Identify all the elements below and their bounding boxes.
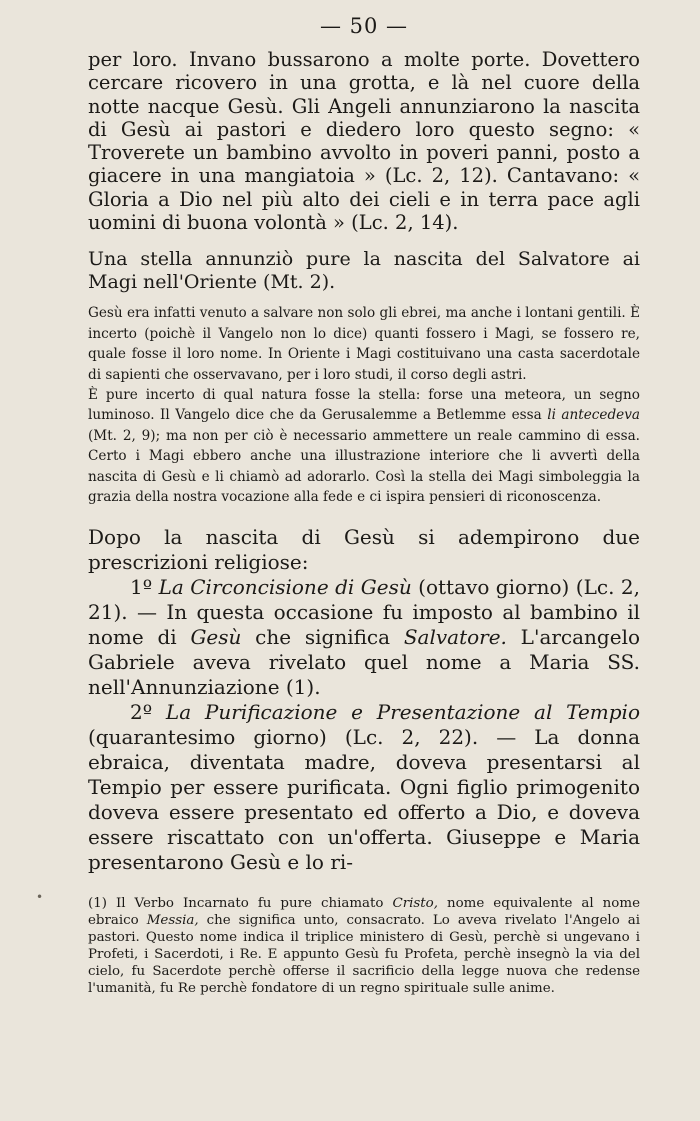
paragraph-star: Una stella annunziò pure la nascita del Salvatore ai Magi nell'Oriente (Mt. 2).	[88, 248, 640, 294]
commentary-star: È pure incerto di qual natura fosse la stella: forse una meteora, un segno luminoso. Il Vangelo dice che da Gerusalemme a Betlemme essa li antecedeva (Mt. 2, 9); ma non per ciò è necessario ammettere un reale cammino di essa. Certo i Magi ebbero anche una illustrazione interiore che li avvertì della nascita di Gesù e li chiamò ad adorarlo. Così la stella dei Magi simboleggia la grazia della nostra vocazione alla fede e ci ispira pensieri di riconoscenza.	[88, 387, 640, 506]
star-heading-block	[88, 248, 640, 294]
paragraph-nativity: per loro. Invano bussarono a molte porte. Dovettero cercare ricovero in una grotta, e là nel cuore della notte nacque Gesù. Gli Angeli annunziarono la nascita di Gesù ai pastori e diedero loro questo segno: « Troverete un bambino avvolto in poveri panni, posto a giacere in una mangiatoia » (Lc. 2, 12). Cantavano: « Gloria a Dio nel più alto dei cieli e in terra pace agli uomini di buona volontà » (Lc. 2, 14).	[88, 48, 640, 235]
main-text-top	[88, 48, 640, 234]
paragraph-prescriptions: Dopo la nascita di Gesù si adempirono due prescrizioni religiose:	[88, 525, 640, 575]
main-text-bottom	[88, 525, 640, 875]
margin-mark: •	[36, 890, 44, 904]
small-print-commentary	[88, 303, 640, 507]
commentary-magi: Gesù era infatti venuto a salvare non solo gli ebrei, ma anche i lontani gentili. È incerto (poichè il Vangelo non lo dice) quanti fossero i Magi, se fossero re, quale fosse il loro nome. In Oriente i Magi costituivano una casta sacerdotale di sapienti che osservavano, per i loro studi, il corso degli astri.	[88, 305, 640, 383]
item-presentation: 2º La Purificazione e Presentazione al Tempio (quarantesimo giorno) (Lc. 2, 22). — La donna ebraica, diventata madre, doveva presentarsi al Tempio per essere purificata. Ogni figlio primogenito doveva essere presentato ed offerto a Dio, e doveva essere riscattato con un'offerta. Giuseppe e Maria presentarono Gesù e lo ri-	[88, 700, 640, 875]
page-number: — 50 —	[319, 14, 409, 38]
footnote-1: (1) Il Verbo Incarnato fu pure chiamato Cristo, nome equivalente al nome ebraico Messia, che significa unto, consacrato. Lo aveva rivelato l'Angelo ai pastori. Questo nome indica il triplice ministero di Gesù, perchè si ungevano i Profeti, i Sacerdoti, i Re. E appunto Gesù fu Profeta, perchè insegnò la via del cielo, fu Sacerdote perchè offerse il sacrificio della legge nuova che redense l'umanità, fu Re perchè fondatore di un regno spirituale sulle anime.	[88, 896, 640, 996]
item-circumcision: 1º La Circoncisione di Gesù (ottavo giorno) (Lc. 2, 21). — In questa occasione fu imposto al bambino il nome di Gesù che significa Salvatore. L'arcangelo Gabriele aveva rivelato quel nome a Maria SS. nell'Annunziazione (1).	[88, 575, 641, 700]
footnote	[88, 896, 640, 997]
